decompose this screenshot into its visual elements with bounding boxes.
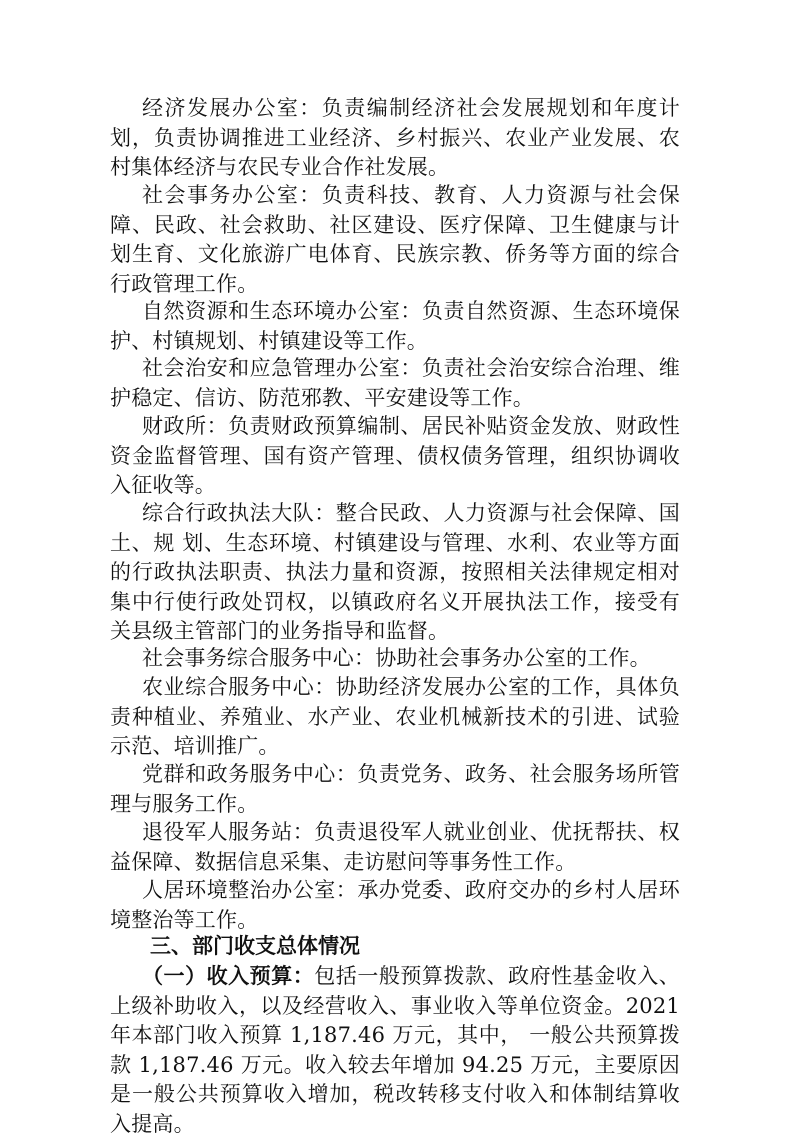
paragraph-party-service-center: 党群和政务服务中心：负责党务、政务、社会服务场所管理与服务工作。	[110, 762, 680, 816]
paragraph-public-security-office: 社会治安和应急管理办公室：负责社会治安综合治理、维护稳定、信访、防范邪教、平安建设等工作。	[110, 356, 680, 410]
paragraph-natural-resources-office: 自然资源和生态环境办公室：负责自然资源、生态环境保护、村镇规划、村镇建设等工作。	[110, 299, 680, 353]
paragraph-environment-office: 人居环境整治办公室：承办党委、政府交办的乡村人居环境整治等工作。	[110, 878, 680, 932]
paragraph-law-enforcement: 综合行政执法大队：整合民政、人力资源与社会保障、国土、规 划、生态环境、村镇建设与管理、水利、农业等方面的行政执法职责、执法力量和资源，按照相关法律规定相对集中行使行政处罚权，以镇政府名义开展执法工作，接受有关县级主管部门的业务指导和监督。	[110, 501, 680, 644]
income-body: 包括一般预算拨款、政府性基金收入、上级补助收入，以及经营收入、事业收入等单位资金。2021 年本部门收入预算 1,187.46 万元，其中， 一般公共预算拨款 1,187.46 万元。收入较去年增加 94.25 万元，主要原因是一般公共预算收入增加，税改转移支付收入和体制结算收入提高。	[110, 964, 680, 1136]
section-heading: 三、部门收支总体情况	[150, 934, 360, 958]
paragraph-social-affairs-office: 社会事务办公室：负责科技、教育、人力资源与社会保障、民政、社会救助、社区建设、医疗保障、卫生健康与计划生育、文化旅游广电体育、民族宗教、侨务等方面的综合行政管理工作。	[110, 183, 680, 296]
paragraph-finance-office: 财政所：负责财政预算编制、居民补贴资金发放、财政性资金监督管理、国有资产管理、债权债务管理，组织协调收入征收等。	[110, 414, 680, 498]
paragraph-economic-office: 经济发展办公室：负责编制经济社会发展规划和年度计划，负责协调推进工业经济、乡村振兴、农业产业发展、农村集体经济与农民专业合作社发展。	[110, 96, 680, 180]
paragraph-agriculture-center: 农业综合服务中心：协助经济发展办公室的工作，具体负责种植业、养殖业、水产业、农业机械新技术的引进、试验示范、培训推广。	[110, 675, 680, 759]
paragraph-social-service-center: 社会事务综合服务中心：协助社会事务办公室的工作。	[142, 646, 651, 670]
paragraph-income-budget	[110, 962, 680, 1140]
income-lead: （一）收入预算：	[142, 964, 315, 988]
paragraph-veterans-station: 退役军人服务站：负责退役军人就业创业、优抚帮扶、权益保障、数据信息采集、走访慰问等事务性工作。	[110, 820, 680, 874]
